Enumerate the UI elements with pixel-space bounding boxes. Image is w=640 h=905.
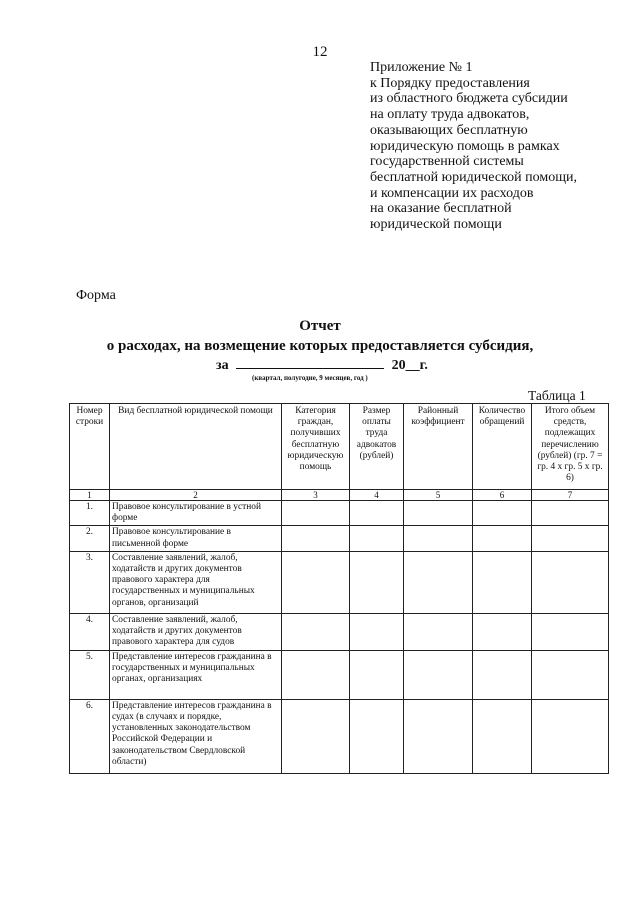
header-help-type: Вид бесплатной юридической помощи [110,404,282,490]
empty-cell[interactable] [282,699,350,773]
period-hint: (квартал, полугодие, 9 месяцев, год ) [252,374,368,382]
table-row [70,699,609,773]
row-number: 6. [70,699,110,773]
column-number: 2 [110,490,282,501]
table-row [70,650,609,699]
appendix-line: юридическую помощь в рамках [370,138,560,154]
report-subtitle: о расходах, на возмещение которых предоставляется субсидия, [106,338,534,354]
table-row [70,613,609,650]
empty-cell[interactable] [282,613,350,650]
empty-cell[interactable] [473,501,532,526]
empty-cell[interactable] [350,526,404,551]
appendix-block [370,60,632,233]
empty-cell[interactable] [350,650,404,699]
header-row-number: Номер строки [70,404,110,490]
table-header-row [70,404,609,490]
table-row [70,551,609,613]
empty-cell[interactable] [532,501,609,526]
empty-cell[interactable] [404,613,473,650]
period-year: 20__г. [391,358,428,373]
help-type-cell: Составление заявлений, жалоб, ходатайств и других документов правового характера для судов [110,613,282,650]
appendix-line: государственной системы [370,154,524,170]
table-label: Таблица 1 [528,388,586,403]
appendix-line: юридической помощи [370,217,502,233]
empty-cell[interactable] [473,526,532,551]
empty-cell[interactable] [473,613,532,650]
appendix-line: Приложение № 1 [370,60,473,75]
column-numbers-row [70,490,609,501]
help-type-cell: Правовое консультирование в устной форме [110,501,282,526]
empty-cell[interactable] [473,551,532,613]
column-number: 3 [282,490,350,501]
empty-cell[interactable] [404,551,473,613]
empty-cell[interactable] [282,650,350,699]
empty-cell[interactable] [532,526,609,551]
report-period [216,356,428,374]
table-row [70,526,609,551]
appendix-line: оказывающих бесплатную [370,122,528,138]
header-citizen-category: Категория граждан, получивших бесплатную юридическую помощь [282,404,350,490]
help-type-cell: Правовое консультирование в письменной форме [110,526,282,551]
row-number: 4. [70,613,110,650]
header-regional-coefficient: Районный коэффициент [404,404,473,490]
header-total-amount: Итого объем средств, подлежащих перечислению (рублей) (гр. 7 = гр. 4 x гр. 5 x гр. 6) [532,404,609,490]
column-number: 5 [404,490,473,501]
row-number: 3. [70,551,110,613]
empty-cell[interactable] [350,551,404,613]
help-type-cell: Представление интересов гражданина в государственных и муниципальных органах, организациях [110,650,282,699]
report-table [69,403,609,774]
appendix-line: из областного бюджета субсидии [370,91,568,107]
empty-cell[interactable] [350,699,404,773]
report-title: Отчет [299,318,341,334]
column-number: 1 [70,490,110,501]
header-requests-count: Количество обращений [473,404,532,490]
appendix-line: и компенсации их расходов [370,185,534,201]
appendix-line: бесплатной юридической помощи, [370,169,577,185]
row-number: 1. [70,501,110,526]
help-type-cell: Представление интересов гражданина в судах (в случаях и порядке, установленных законодательством Российской Федерации и законодательством Свердловской области) [110,699,282,773]
empty-cell[interactable] [282,526,350,551]
empty-cell[interactable] [282,501,350,526]
empty-cell[interactable] [473,650,532,699]
table-row [70,501,609,526]
empty-cell[interactable] [404,526,473,551]
empty-cell[interactable] [350,501,404,526]
header-lawyer-pay: Размер оплаты труда адвокатов (рублей) [350,404,404,490]
period-blank-field[interactable] [236,356,384,369]
row-number: 2. [70,526,110,551]
appendix-line: на оказание бесплатной [370,201,512,217]
empty-cell[interactable] [532,650,609,699]
empty-cell[interactable] [532,551,609,613]
empty-cell[interactable] [404,699,473,773]
column-number: 4 [350,490,404,501]
row-number: 5. [70,650,110,699]
empty-cell[interactable] [350,613,404,650]
period-prefix: за [216,358,229,373]
help-type-cell: Составление заявлений, жалоб, ходатайств и других документов правового характера для государственных и муниципальных органов, организаций [110,551,282,613]
page-number: 12 [312,44,328,60]
appendix-line: к Порядку предоставления [370,75,530,91]
empty-cell[interactable] [404,501,473,526]
empty-cell[interactable] [282,551,350,613]
column-number: 7 [532,490,609,501]
column-number: 6 [473,490,532,501]
form-label: Форма [76,288,116,303]
empty-cell[interactable] [473,699,532,773]
appendix-line: на оплату труда адвокатов, [370,107,530,123]
empty-cell[interactable] [532,613,609,650]
empty-cell[interactable] [532,699,609,773]
empty-cell[interactable] [404,650,473,699]
